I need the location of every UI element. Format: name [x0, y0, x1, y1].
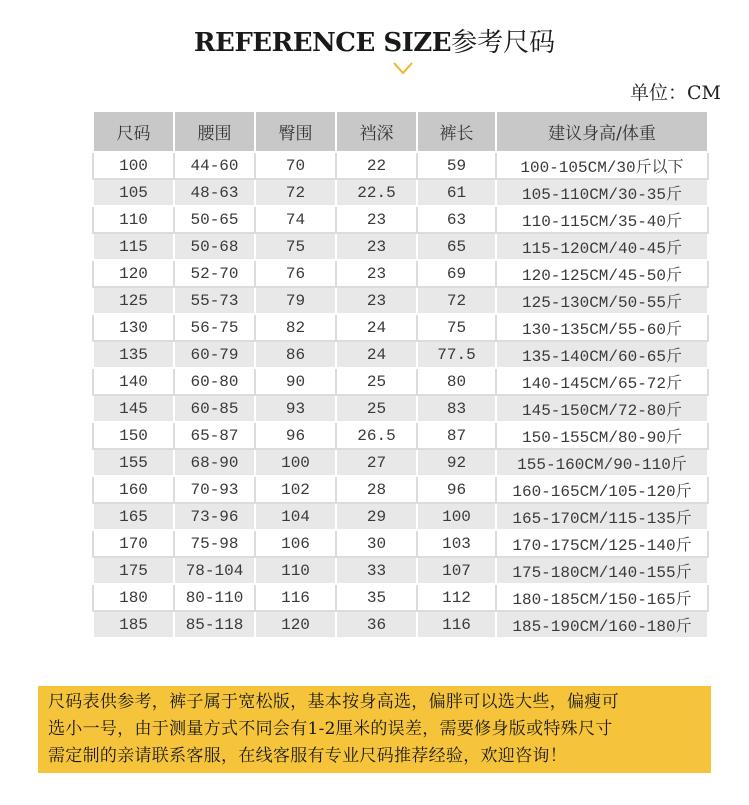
table-cell: 104 — [255, 503, 336, 530]
table-cell: 61 — [417, 179, 496, 206]
table-cell: 85-118 — [174, 611, 255, 638]
table-cell: 72 — [255, 179, 336, 206]
table-cell: 93 — [255, 395, 336, 422]
table-cell: 135-140CM/60-65斤 — [496, 341, 708, 368]
column-header: 腰围 — [174, 111, 255, 152]
table-cell: 79 — [255, 287, 336, 314]
table-cell: 25 — [336, 368, 417, 395]
chevron-down-icon — [392, 60, 414, 76]
table-cell: 80 — [417, 368, 496, 395]
table-cell: 70-93 — [174, 476, 255, 503]
table-cell: 75 — [255, 233, 336, 260]
table-body — [93, 152, 708, 638]
table-cell: 22.5 — [336, 179, 417, 206]
title-chinese: 参考尺码 — [451, 28, 556, 58]
table-cell: 83 — [417, 395, 496, 422]
table-cell: 35 — [336, 584, 417, 611]
column-header: 尺码 — [93, 111, 174, 152]
table-cell: 120 — [255, 611, 336, 638]
table-cell: 28 — [336, 476, 417, 503]
table-cell: 75-98 — [174, 530, 255, 557]
table-cell: 65 — [417, 233, 496, 260]
table-cell: 120 — [93, 260, 174, 287]
table-cell: 165 — [93, 503, 174, 530]
column-header: 裤长 — [417, 111, 496, 152]
table-cell: 145-150CM/72-80斤 — [496, 395, 708, 422]
table-cell: 110 — [255, 557, 336, 584]
column-header: 建议身高/体重 — [496, 111, 708, 152]
size-table — [92, 110, 709, 639]
table-cell: 75 — [417, 314, 496, 341]
table-cell: 135 — [93, 341, 174, 368]
column-header: 裆深 — [336, 111, 417, 152]
table-cell: 130-135CM/55-60斤 — [496, 314, 708, 341]
table-cell: 82 — [255, 314, 336, 341]
table-row — [93, 395, 708, 422]
table-row — [93, 233, 708, 260]
unit-label: 单位：CM — [630, 82, 721, 104]
table-header-row — [93, 111, 708, 152]
table-cell: 100 — [93, 152, 174, 179]
table-cell: 155 — [93, 449, 174, 476]
table-cell: 105-110CM/30-35斤 — [496, 179, 708, 206]
table-row — [93, 611, 708, 638]
table-cell: 160 — [93, 476, 174, 503]
table-cell: 150-155CM/80-90斤 — [496, 422, 708, 449]
table-cell: 116 — [255, 584, 336, 611]
size-table-container — [92, 110, 707, 639]
table-cell: 52-70 — [174, 260, 255, 287]
table-cell: 65-87 — [174, 422, 255, 449]
table-cell: 115-120CM/40-45斤 — [496, 233, 708, 260]
table-cell: 110 — [93, 206, 174, 233]
title-english: REFERENCE SIZE — [193, 28, 452, 58]
table-row — [93, 503, 708, 530]
table-cell: 185 — [93, 611, 174, 638]
table-row — [93, 422, 708, 449]
table-cell: 120-125CM/45-50斤 — [496, 260, 708, 287]
table-cell: 96 — [417, 476, 496, 503]
table-cell: 145 — [93, 395, 174, 422]
note-line: 需定制的亲请联系客服，在线客服有专业尺码推荐经验，欢迎咨询！ — [48, 746, 567, 766]
table-cell: 96 — [255, 422, 336, 449]
table-cell: 50-65 — [174, 206, 255, 233]
note-line: 选小一号，由于测量方式不同会有1-2厘米的误差，需要修身版或特殊尺寸 — [48, 719, 613, 739]
table-row — [93, 449, 708, 476]
table-cell: 105 — [93, 179, 174, 206]
table-cell: 56-75 — [174, 314, 255, 341]
table-row — [93, 557, 708, 584]
table-cell: 60-85 — [174, 395, 255, 422]
table-row — [93, 260, 708, 287]
note-line: 尺码表供参考，裤子属于宽松版，基本按身高选，偏胖可以选大些，偏瘦可 — [48, 692, 619, 712]
table-cell: 30 — [336, 530, 417, 557]
table-cell: 27 — [336, 449, 417, 476]
table-cell: 55-73 — [174, 287, 255, 314]
table-cell: 125 — [93, 287, 174, 314]
table-cell: 72 — [417, 287, 496, 314]
table-cell: 90 — [255, 368, 336, 395]
table-row — [93, 368, 708, 395]
table-row — [93, 206, 708, 233]
table-cell: 77.5 — [417, 341, 496, 368]
table-cell: 100 — [417, 503, 496, 530]
table-cell: 106 — [255, 530, 336, 557]
table-cell: 24 — [336, 341, 417, 368]
table-cell: 60-79 — [174, 341, 255, 368]
table-cell: 73-96 — [174, 503, 255, 530]
table-cell: 78-104 — [174, 557, 255, 584]
table-cell: 112 — [417, 584, 496, 611]
table-cell: 59 — [417, 152, 496, 179]
table-cell: 155-160CM/90-110斤 — [496, 449, 708, 476]
table-cell: 100 — [255, 449, 336, 476]
table-cell: 69 — [417, 260, 496, 287]
table-cell: 170 — [93, 530, 174, 557]
table-cell: 100-105CM/30斤以下 — [496, 152, 708, 179]
table-cell: 60-80 — [174, 368, 255, 395]
table-row — [93, 314, 708, 341]
table-cell: 125-130CM/50-55斤 — [496, 287, 708, 314]
table-cell: 110-115CM/35-40斤 — [496, 206, 708, 233]
table-cell: 48-63 — [174, 179, 255, 206]
table-cell: 23 — [336, 287, 417, 314]
table-cell: 22 — [336, 152, 417, 179]
table-cell: 170-175CM/125-140斤 — [496, 530, 708, 557]
table-cell: 116 — [417, 611, 496, 638]
table-cell: 165-170CM/115-135斤 — [496, 503, 708, 530]
table-row — [93, 287, 708, 314]
table-cell: 24 — [336, 314, 417, 341]
table-cell: 180-185CM/150-165斤 — [496, 584, 708, 611]
table-cell: 130 — [93, 314, 174, 341]
table-cell: 23 — [336, 206, 417, 233]
table-cell: 160-165CM/105-120斤 — [496, 476, 708, 503]
table-cell: 185-190CM/160-180斤 — [496, 611, 708, 638]
table-cell: 26.5 — [336, 422, 417, 449]
size-note — [38, 686, 711, 773]
table-cell: 80-110 — [174, 584, 255, 611]
table-cell: 175-180CM/140-155斤 — [496, 557, 708, 584]
table-cell: 76 — [255, 260, 336, 287]
table-cell: 23 — [336, 233, 417, 260]
table-cell: 74 — [255, 206, 336, 233]
table-cell: 33 — [336, 557, 417, 584]
table-cell: 68-90 — [174, 449, 255, 476]
table-cell: 63 — [417, 206, 496, 233]
column-header: 臀围 — [255, 111, 336, 152]
table-row — [93, 584, 708, 611]
table-cell: 175 — [93, 557, 174, 584]
table-cell: 140 — [93, 368, 174, 395]
table-cell: 115 — [93, 233, 174, 260]
table-row — [93, 152, 708, 179]
table-cell: 180 — [93, 584, 174, 611]
table-cell: 140-145CM/65-72斤 — [496, 368, 708, 395]
table-cell: 86 — [255, 341, 336, 368]
table-cell: 102 — [255, 476, 336, 503]
table-cell: 25 — [336, 395, 417, 422]
table-cell: 107 — [417, 557, 496, 584]
table-cell: 150 — [93, 422, 174, 449]
table-cell: 92 — [417, 449, 496, 476]
table-row — [93, 341, 708, 368]
table-cell: 103 — [417, 530, 496, 557]
table-row — [93, 179, 708, 206]
table-row — [93, 530, 708, 557]
table-cell: 44-60 — [174, 152, 255, 179]
table-row — [93, 476, 708, 503]
table-cell: 50-68 — [174, 233, 255, 260]
table-cell: 23 — [336, 260, 417, 287]
table-cell: 36 — [336, 611, 417, 638]
table-cell: 87 — [417, 422, 496, 449]
table-cell: 70 — [255, 152, 336, 179]
table-cell: 29 — [336, 503, 417, 530]
page-title — [0, 22, 749, 59]
